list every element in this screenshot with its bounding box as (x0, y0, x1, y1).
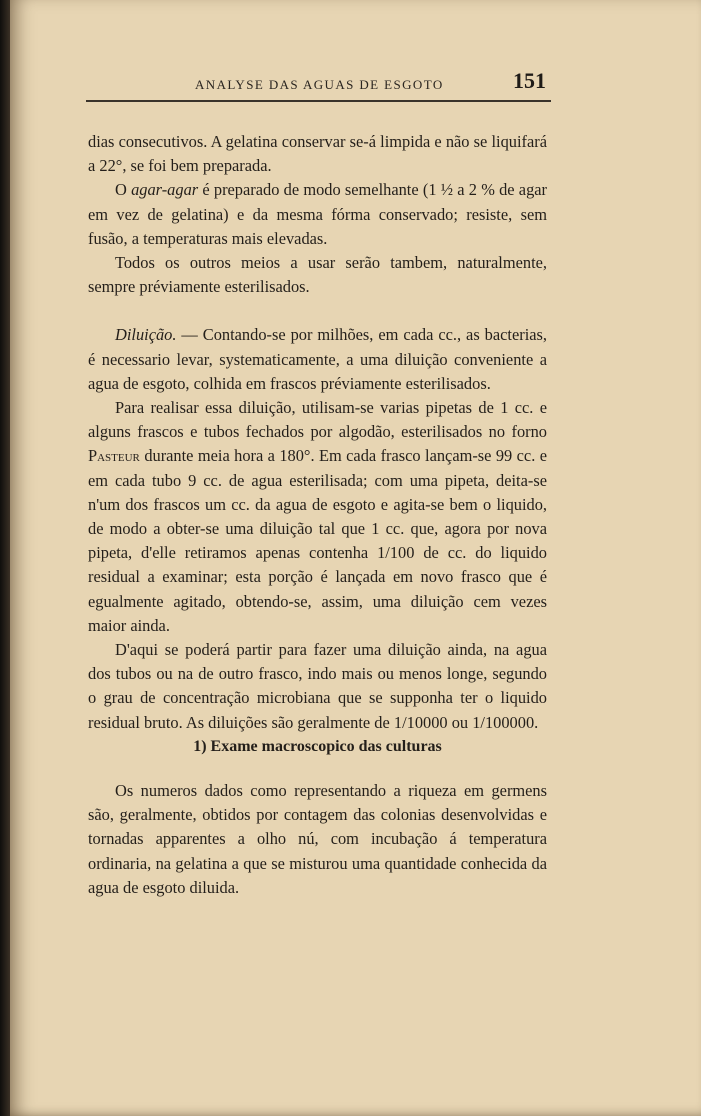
paragraph-text: Os numeros dados como representando a riqueza em germens são, geralmente, obtidos por contagem das colonias desenvolvidas e tornadas apparentes a olho nú, com incubação á temperatura ordinaria, na gelatina a que se misturou uma quantidade conhecida da agua de esgoto diluida. (88, 781, 547, 897)
proper-name: Pasteur (88, 446, 140, 466)
paragraph-continuation (88, 130, 547, 178)
italic-term: agar-agar (131, 180, 199, 200)
paragraph-diluicao (88, 323, 547, 396)
paragraph-text: Todos os outros meios a usar serão tambem, naturalmente, sempre préviamente esterilisados. (88, 253, 547, 297)
paragraph-further-dilution (88, 638, 547, 735)
book-binding-edge (0, 0, 10, 1116)
fraction: 1/10000 (393, 712, 448, 732)
body-text (88, 130, 547, 900)
paragraph-text: . (534, 712, 539, 732)
fraction: 1/100 (377, 543, 415, 563)
paragraph-agar (88, 178, 547, 251)
paragraph-macroscopic (88, 779, 547, 900)
paragraph-text: Para realisar essa diluição, utilisam-se varias pipetas de 1 cc. e alguns frascos e tubos fechados por algodão, esterilisados no forno (88, 398, 547, 442)
paragraph-text: de cc. do liquido residual a examinar; esta porção é lançada em novo frasco que é egualmente agitado, obtendo-se, assim, uma diluição cem vezes maior ainda. (88, 543, 548, 635)
fraction: 1/100000 (472, 712, 535, 732)
italic-term: Diluição. (115, 325, 177, 345)
paragraph-text: durante meia hora a 180°. Em cada frasco lançam-se 99 cc. e em cada tubo 9 cc. de agua esterilisada; com uma pipeta, deita-se n'um dos frascos um cc. da agua de esgoto e agita-se bem o liquido, de modo a obter-se uma diluição tal que 1 cc. que, agora por nova pipeta, d'elle retiramos apenas contenha (88, 446, 547, 563)
page-number: 151 (513, 68, 546, 93)
paragraph-text: — Contando-se por milhões, em cada cc., as bacterias, é necessario levar, systematicamente, a uma diluição conveniente a agua de esgoto, colhida em frascos préviamente esterilisados. (88, 325, 547, 393)
header-rule (86, 100, 551, 102)
paragraph-text: ou (447, 712, 473, 732)
paragraph-text: dias consecutivos. A gelatina conservar se-á limpida e não se liquifará a 22°, se foi bem preparada. (88, 132, 547, 176)
book-page (10, 0, 701, 1116)
paragraph-text: O (115, 180, 132, 200)
paragraph-sterilisation (88, 251, 547, 299)
section-heading: 1) Exame macroscopico das culturas (193, 737, 442, 755)
paragraph-procedure (88, 396, 547, 638)
paragraph-text: D'aqui se poderá partir para fazer uma diluição ainda, na agua dos tubos ou na de outro frasco, indo mais ou menos longe, segundo o grau de concentração microbiana que se supponha ter o liquido residual bruto. As diluições são geralmente de (88, 640, 547, 732)
running-head: ANALYSE DAS AGUAS DE ESGOTO (195, 77, 444, 92)
paragraph-text: é preparado de modo semelhante (1 ½ a 2 % de agar em vez de gelatina) e da mesma fórma conservado; resiste, sem fusão, a temperaturas mais elevadas. (88, 180, 548, 248)
